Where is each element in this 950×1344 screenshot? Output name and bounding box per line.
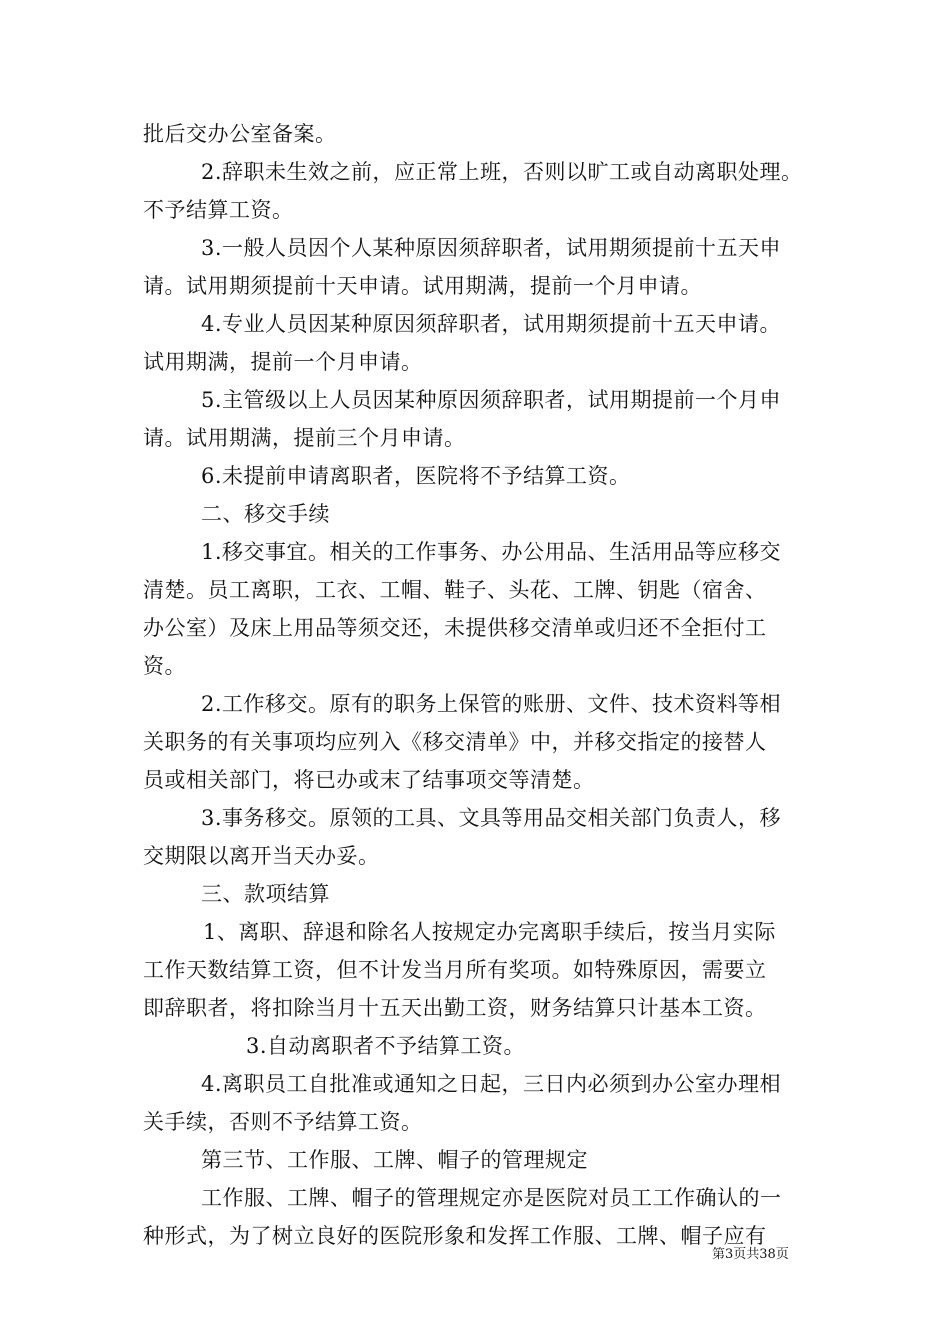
text-line: 即辞职者，将扣除当月十五天出勤工资，财务结算只计基本工资。 xyxy=(143,996,767,1020)
text-line: 3.事务移交。原领的工具、文具等用品交相关部门负责人，移 xyxy=(201,806,782,830)
text-line: 4.专业人员因某种原因须辞职者，试用期须提前十五天申请。 xyxy=(201,312,782,336)
text-line: 4.离职员工自批准或通知之日起，三日内必须到办公室办理相 xyxy=(201,1072,782,1096)
text-line: 3.一般人员因个人某种原因须辞职者，试用期须提前十五天申 xyxy=(201,236,782,260)
text-line: 不予结算工资。 xyxy=(143,198,294,222)
text-line: 请。试用期满，提前三个月申请。 xyxy=(143,426,466,450)
section-heading: 第三节、工作服、工牌、帽子的管理规定 xyxy=(201,1148,588,1172)
text-line: 试用期满，提前一个月申请。 xyxy=(143,350,423,374)
text-line: 5.主管级以上人员因某种原因须辞职者，试用期提前一个月申 xyxy=(201,388,782,412)
text-line: 种形式，为了树立良好的医院形象和发挥工作服、工牌、帽子应有 xyxy=(143,1224,767,1248)
section-heading: 三、款项结算 xyxy=(201,882,330,906)
text-line: 关职务的有关事项均应列入《移交清单》中，并移交指定的接替人 xyxy=(143,730,767,754)
text-line: 工作服、工牌、帽子的管理规定亦是医院对员工工作确认的一 xyxy=(201,1186,782,1210)
text-line: 3.自动离职者不予结算工资。 xyxy=(246,1034,526,1058)
text-line: 办公室）及床上用品等须交还，未提供移交清单或归还不全拒付工 xyxy=(143,616,767,640)
text-line: 关手续，否则不予结算工资。 xyxy=(143,1110,423,1134)
text-line: 清楚。员工离职，工衣、工帽、鞋子、头花、工牌、钥匙（宿舍、 xyxy=(143,578,767,602)
text-line: 请。试用期须提前十天申请。试用期满，提前一个月申请。 xyxy=(143,274,702,298)
text-line: 1、离职、辞退和除名人按规定办完离职手续后，按当月实际 xyxy=(203,920,776,944)
text-line: 批后交办公室备案。 xyxy=(143,122,337,146)
page-number: 第3页共38页 xyxy=(712,1247,789,1262)
text-line: 员或相关部门，将已办或末了结事项交等清楚。 xyxy=(143,768,595,792)
section-heading: 二、移交手续 xyxy=(201,502,330,526)
text-line: 工作天数结算工资，但不计发当月所有奖项。如特殊原因，需要立 xyxy=(143,958,767,982)
text-line: 2.辞职未生效之前，应正常上班，否则以旷工或自动离职处理。 xyxy=(201,160,803,184)
text-line: 1.移交事宜。相关的工作事务、办公用品、生活用品等应移交 xyxy=(201,540,782,564)
text-line: 6.未提前申请离职者，医院将不予结算工资。 xyxy=(201,464,631,488)
text-line: 资。 xyxy=(143,654,186,678)
text-line: 2.工作移交。原有的职务上保管的账册、文件、技术资料等相 xyxy=(201,692,782,716)
text-line: 交期限以离开当天办妥。 xyxy=(143,844,380,868)
